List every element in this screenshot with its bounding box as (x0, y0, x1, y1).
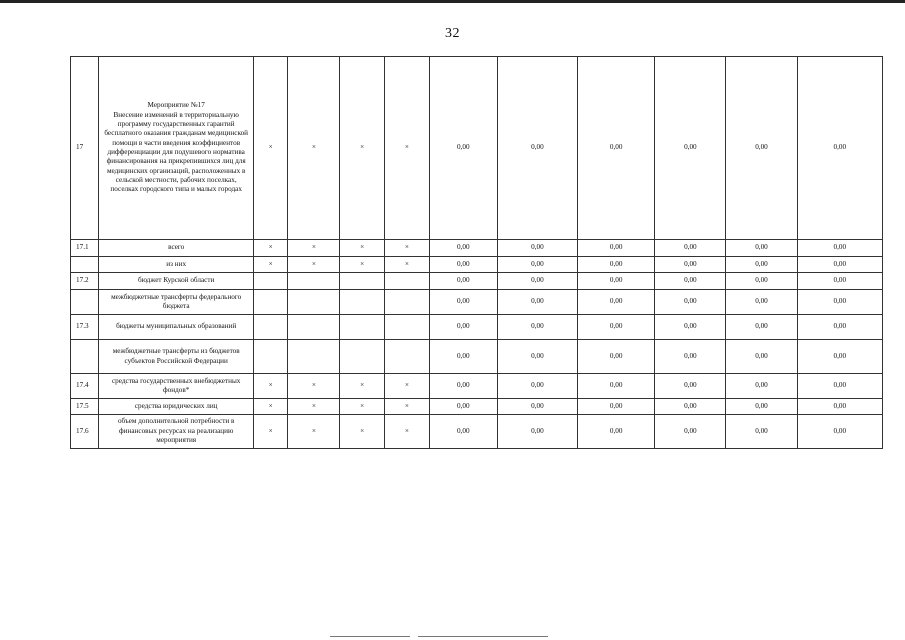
value-cell: 0,00 (655, 340, 726, 374)
value-cell: 0,00 (429, 257, 497, 273)
row-number-cell: 17.2 (71, 273, 99, 290)
marker-cell: × (288, 57, 340, 240)
budget-table (70, 56, 883, 449)
value-cell: 0,00 (497, 240, 577, 257)
marker-cell (253, 340, 288, 374)
value-cell: 0,00 (578, 273, 655, 290)
value-cell: 0,00 (726, 57, 797, 240)
marker-cell (385, 273, 430, 290)
marker-cell: × (340, 399, 385, 415)
value-cell: 0,00 (655, 257, 726, 273)
value-cell: 0,00 (497, 399, 577, 415)
value-cell: 0,00 (797, 290, 882, 315)
marker-cell (288, 273, 340, 290)
row-label-cell: Мероприятие №17 Внесение изменений в территориальную программу государственных гарантий бесплатного оказания гражданам медицинской помощи в части введения коэффициентов дифференциации для подушевого норматива финансирования на прикрепившихся лиц для медицинских организаций, расположенных в сельской местности, рабочих поселках, поселках городского типа и малых городах (99, 57, 253, 240)
marker-cell: × (253, 399, 288, 415)
marker-cell (253, 273, 288, 290)
value-cell: 0,00 (497, 315, 577, 340)
value-cell: 0,00 (655, 374, 726, 399)
value-cell: 0,00 (429, 399, 497, 415)
marker-cell: × (253, 257, 288, 273)
row-label-cell: межбюджетные трансферты из бюджетов субъектов Российской Федерации (99, 340, 253, 374)
row-label-cell: объем дополнительной потребности в финансовых ресурсах на реализацию мероприятия (99, 415, 253, 449)
marker-cell: × (288, 399, 340, 415)
value-cell: 0,00 (655, 399, 726, 415)
value-cell: 0,00 (726, 374, 797, 399)
value-cell: 0,00 (497, 57, 577, 240)
value-cell: 0,00 (578, 399, 655, 415)
value-cell: 0,00 (726, 273, 797, 290)
bottom-edge-mark (418, 636, 548, 637)
value-cell: 0,00 (578, 290, 655, 315)
value-cell: 0,00 (578, 340, 655, 374)
marker-cell (385, 340, 430, 374)
row-label-cell: межбюджетные трансферты федерального бюджета (99, 290, 253, 315)
marker-cell (385, 290, 430, 315)
value-cell: 0,00 (429, 290, 497, 315)
value-cell: 0,00 (797, 399, 882, 415)
value-cell: 0,00 (726, 399, 797, 415)
value-cell: 0,00 (578, 257, 655, 273)
marker-cell: × (385, 399, 430, 415)
value-cell: 0,00 (797, 57, 882, 240)
table-row (71, 374, 883, 399)
table-row (71, 399, 883, 415)
value-cell: 0,00 (429, 315, 497, 340)
marker-cell: × (340, 257, 385, 273)
marker-cell: × (385, 57, 430, 240)
value-cell: 0,00 (655, 57, 726, 240)
row-label-cell: бюджеты муниципальных образований (99, 315, 253, 340)
value-cell: 0,00 (578, 374, 655, 399)
value-cell: 0,00 (497, 340, 577, 374)
marker-cell (340, 290, 385, 315)
marker-cell: × (385, 240, 430, 257)
value-cell: 0,00 (726, 257, 797, 273)
table-row (71, 57, 883, 240)
row-number-cell: 17.3 (71, 315, 99, 340)
page-top-border (0, 0, 905, 3)
bottom-edge-mark (330, 636, 410, 637)
row-number-cell: 17.1 (71, 240, 99, 257)
value-cell: 0,00 (797, 240, 882, 257)
table-row (71, 273, 883, 290)
value-cell: 0,00 (429, 57, 497, 240)
table-row (71, 257, 883, 273)
value-cell: 0,00 (655, 273, 726, 290)
row-number-cell: 17.6 (71, 415, 99, 449)
value-cell: 0,00 (655, 240, 726, 257)
table-row (71, 290, 883, 315)
row-label-cell: всего (99, 240, 253, 257)
value-cell: 0,00 (429, 415, 497, 449)
marker-cell (288, 290, 340, 315)
value-cell: 0,00 (655, 415, 726, 449)
value-cell: 0,00 (578, 315, 655, 340)
value-cell: 0,00 (797, 374, 882, 399)
value-cell: 0,00 (497, 257, 577, 273)
marker-cell (340, 340, 385, 374)
row-number-cell (71, 257, 99, 273)
value-cell: 0,00 (797, 273, 882, 290)
marker-cell: × (288, 240, 340, 257)
value-cell: 0,00 (797, 257, 882, 273)
value-cell: 0,00 (497, 374, 577, 399)
value-cell: 0,00 (726, 240, 797, 257)
marker-cell: × (288, 415, 340, 449)
row-number-cell: 17.5 (71, 399, 99, 415)
value-cell: 0,00 (497, 415, 577, 449)
marker-cell: × (288, 257, 340, 273)
value-cell: 0,00 (655, 315, 726, 340)
table-row (71, 415, 883, 449)
row-label-cell: средства государственных внебюджетных фондов* (99, 374, 253, 399)
value-cell: 0,00 (578, 240, 655, 257)
marker-cell: × (340, 374, 385, 399)
row-number-cell: 17.4 (71, 374, 99, 399)
marker-cell (253, 290, 288, 315)
marker-cell: × (288, 374, 340, 399)
row-number-cell (71, 290, 99, 315)
value-cell: 0,00 (429, 374, 497, 399)
row-label-cell: средства юридических лиц (99, 399, 253, 415)
value-cell: 0,00 (429, 240, 497, 257)
marker-cell (288, 315, 340, 340)
value-cell: 0,00 (797, 315, 882, 340)
row-number-cell: 17 (71, 57, 99, 240)
marker-cell (253, 315, 288, 340)
value-cell: 0,00 (726, 315, 797, 340)
marker-cell (385, 315, 430, 340)
table-row (71, 315, 883, 340)
row-label-cell: из них (99, 257, 253, 273)
marker-cell: × (385, 257, 430, 273)
marker-cell (288, 340, 340, 374)
value-cell: 0,00 (578, 57, 655, 240)
marker-cell: × (253, 240, 288, 257)
marker-cell (340, 273, 385, 290)
marker-cell (340, 315, 385, 340)
marker-cell: × (340, 57, 385, 240)
value-cell: 0,00 (429, 340, 497, 374)
row-label-cell: бюджет Курской области (99, 273, 253, 290)
value-cell: 0,00 (797, 340, 882, 374)
value-cell: 0,00 (726, 415, 797, 449)
value-cell: 0,00 (429, 273, 497, 290)
value-cell: 0,00 (726, 290, 797, 315)
marker-cell: × (253, 57, 288, 240)
row-number-cell (71, 340, 99, 374)
value-cell: 0,00 (497, 290, 577, 315)
marker-cell: × (253, 415, 288, 449)
page-number: 32 (445, 26, 460, 41)
table-row (71, 340, 883, 374)
marker-cell: × (340, 415, 385, 449)
marker-cell: × (385, 374, 430, 399)
marker-cell: × (340, 240, 385, 257)
marker-cell: × (385, 415, 430, 449)
value-cell: 0,00 (497, 273, 577, 290)
value-cell: 0,00 (655, 290, 726, 315)
value-cell: 0,00 (726, 340, 797, 374)
table-row (71, 240, 883, 257)
value-cell: 0,00 (578, 415, 655, 449)
marker-cell: × (253, 374, 288, 399)
value-cell: 0,00 (797, 415, 882, 449)
